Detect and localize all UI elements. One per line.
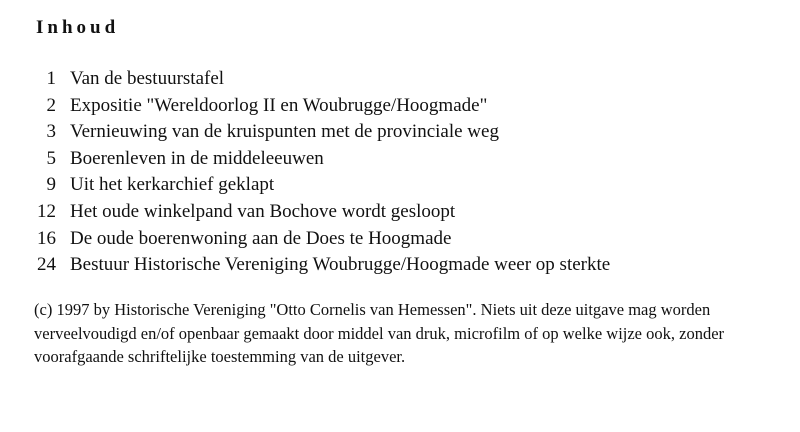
toc-entry xyxy=(20,146,610,173)
toc-entry-title: Het oude winkelpand van Bochove wordt gesloopt xyxy=(70,200,456,222)
toc-entry-title: Uit het kerkarchief geklapt xyxy=(70,174,275,196)
toc-page-number: 1 xyxy=(46,68,56,89)
toc-page-number: 2 xyxy=(46,94,56,116)
toc-entry xyxy=(20,172,610,199)
toc-entry xyxy=(20,119,610,146)
toc-entry-title: Van de bestuurstafel xyxy=(70,68,225,89)
toc-entry xyxy=(20,93,610,120)
toc-entry xyxy=(20,66,610,93)
page-heading: Inhoud xyxy=(36,17,120,38)
toc-entry-title: De oude boerenwoning aan de Does te Hoogmade xyxy=(70,227,452,249)
toc-page-number: 16 xyxy=(37,227,56,249)
toc-entry-title: Boerenleven in de middeleeuwen xyxy=(70,147,324,169)
toc-entry-title: Bestuur Historische Vereniging Woubrugge/Hoogmade weer op sterkte xyxy=(70,254,611,276)
toc-page-number: 3 xyxy=(46,121,56,143)
toc-page-number: 12 xyxy=(37,200,56,222)
toc-entry-title: Expositie "Wereldoorlog II en Woubrugge/Hoogmade" xyxy=(70,94,488,116)
toc-entry xyxy=(20,199,610,226)
toc-page-number: 5 xyxy=(46,147,56,169)
toc-entry xyxy=(20,252,610,279)
toc-entry xyxy=(20,226,610,253)
toc-page-number: 9 xyxy=(46,174,56,196)
toc-entry-title: Vernieuwing van de kruispunten met de provinciale weg xyxy=(70,121,499,143)
table-of-contents xyxy=(20,66,610,279)
copyright-notice: (c) 1997 by Historische Vereniging "Otto Cornelis van Hemessen". Niets uit deze uitgave mag worden verveelvoudigd en/of openbaar gemaakt door middel van druk, microfilm of op welke wijze ook, zonder voorafgaande schriftelijke toestemming van de uitgever. xyxy=(34,300,725,366)
toc-page-number: 24 xyxy=(37,254,56,276)
